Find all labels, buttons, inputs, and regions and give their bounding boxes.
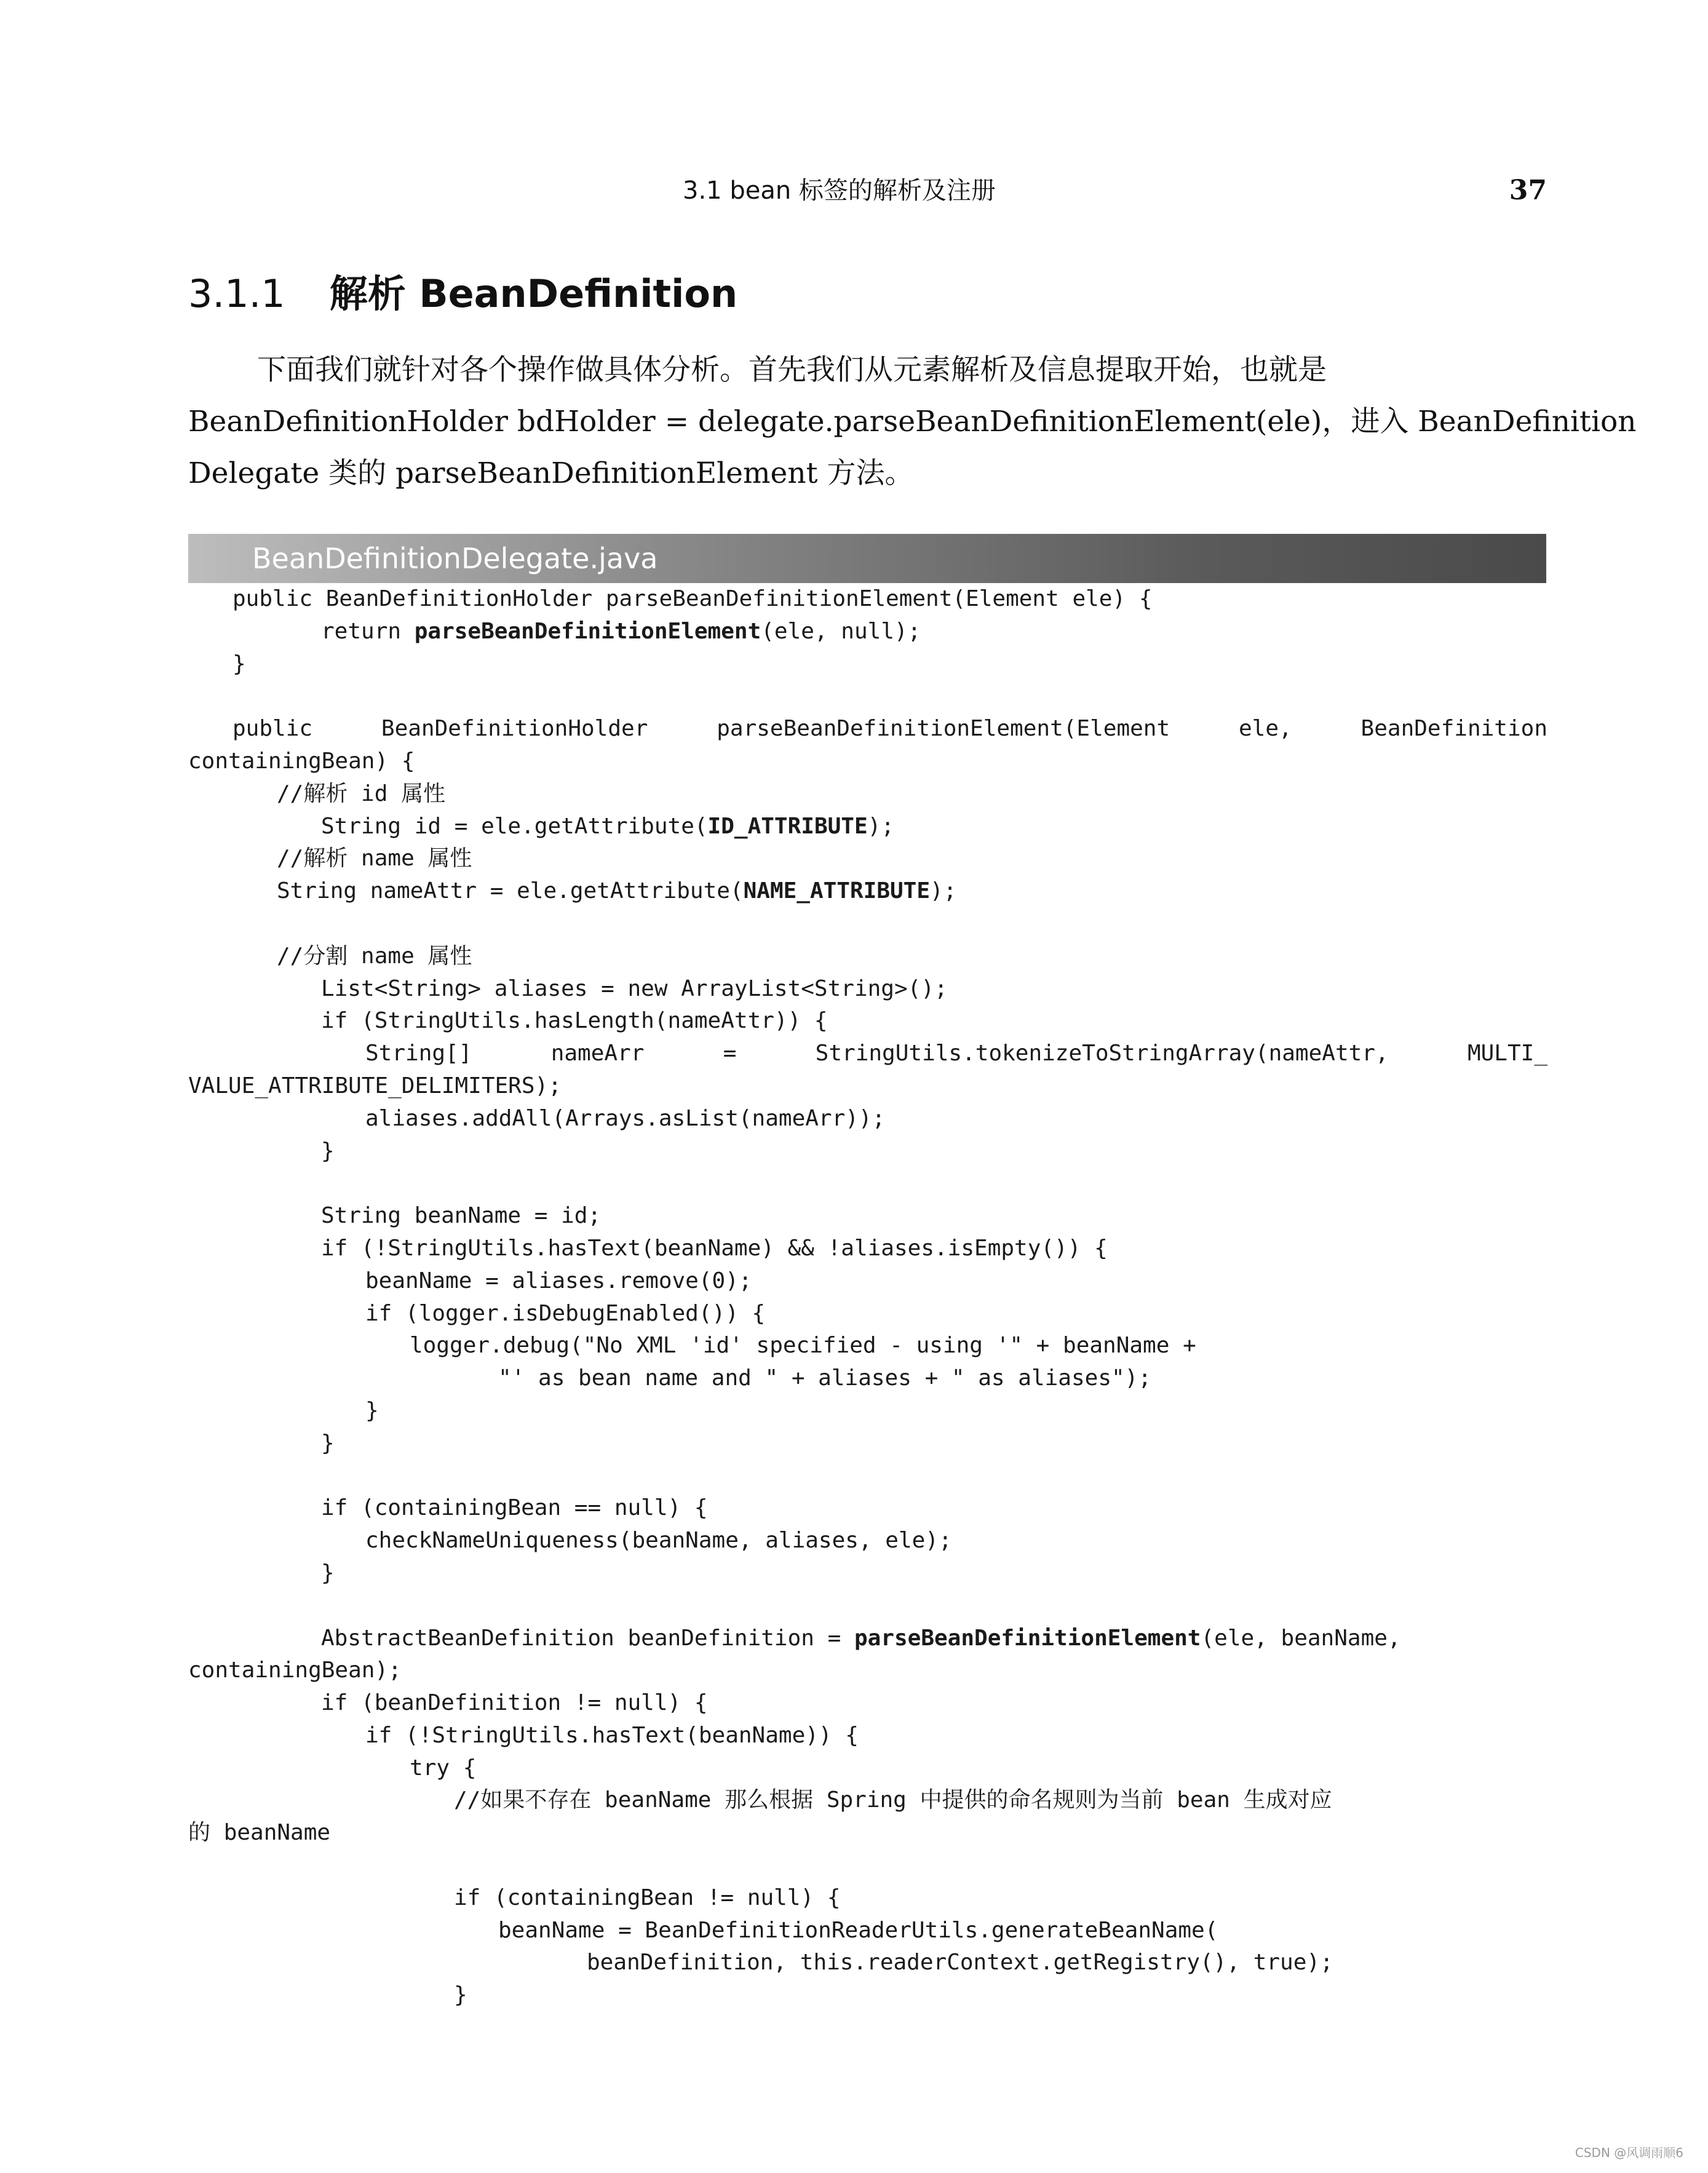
code-text: (ele, beanName, bbox=[1201, 1625, 1401, 1651]
code-line bbox=[188, 1817, 1547, 1849]
code-line bbox=[188, 1460, 1547, 1493]
code-line bbox=[188, 1947, 1547, 1979]
code-text: } bbox=[321, 1560, 335, 1586]
code-line bbox=[188, 1655, 1547, 1687]
code-line bbox=[188, 1298, 1547, 1330]
code-line bbox=[188, 875, 1547, 908]
code-line bbox=[188, 1979, 1547, 2012]
code-line bbox=[188, 973, 1547, 1006]
code-text: beanDefinition, this.readerContext.getRegistry(), true); bbox=[587, 1950, 1333, 1976]
code-text: containingBean) { bbox=[188, 748, 415, 774]
section-heading bbox=[188, 269, 737, 319]
intro-paragraph bbox=[188, 344, 1637, 499]
code-line bbox=[188, 1623, 1547, 1655]
code-identifier-bold: NAME_ATTRIBUTE bbox=[743, 878, 931, 904]
code-text: return bbox=[321, 618, 415, 644]
code-line bbox=[188, 1752, 1547, 1785]
code-text: aliases.addAll(Arrays.asList(nameArr)); bbox=[365, 1105, 886, 1131]
code-text: ); bbox=[867, 813, 894, 839]
code-text: try { bbox=[410, 1755, 477, 1781]
code-text: name bbox=[348, 846, 428, 872]
code-text: // bbox=[277, 943, 304, 969]
code-line bbox=[188, 1103, 1547, 1135]
code-text: containingBean); bbox=[188, 1658, 402, 1683]
code-line bbox=[188, 1784, 1547, 1817]
code-line bbox=[188, 583, 1547, 616]
code-line bbox=[188, 1167, 1547, 1200]
code-text: // bbox=[277, 781, 304, 806]
code-line bbox=[188, 1915, 1547, 1947]
code-text: public BeanDefinitionHolder parseBeanDefinitionElement(Element ele, BeanDefinition bbox=[232, 716, 1547, 742]
code-line bbox=[188, 648, 1547, 681]
code-comment-chinese: 属性 bbox=[427, 943, 472, 969]
code-line bbox=[188, 1687, 1547, 1720]
code-comment-chinese: 的 bbox=[188, 1820, 211, 1846]
code-comment-chinese: 属性 bbox=[401, 781, 446, 806]
code-text: // bbox=[454, 1787, 481, 1813]
code-text: beanName = BeanDefinitionReaderUtils.generateBeanName( bbox=[498, 1917, 1218, 1943]
code-line bbox=[188, 1362, 1547, 1395]
code-text: beanName bbox=[591, 1787, 725, 1813]
intro-line: 下面我们就针对各个操作做具体分析。首先我们从元素解析及信息提取开始，也就是 bbox=[257, 353, 1327, 387]
code-text: if (containingBean != null) { bbox=[454, 1885, 841, 1910]
code-line bbox=[188, 908, 1547, 940]
code-text: } bbox=[321, 1430, 335, 1456]
code-identifier-bold: parseBeanDefinitionElement bbox=[414, 618, 761, 644]
code-comment-chinese: 分割 bbox=[303, 943, 348, 969]
code-text: AbstractBeanDefinition beanDefinition = bbox=[321, 1625, 854, 1651]
code-text: if (StringUtils.hasLength(nameAttr)) { bbox=[321, 1008, 828, 1034]
code-text: List<String> aliases = new ArrayList<String>(); bbox=[321, 975, 948, 1001]
code-text: beanName = aliases.remove(0); bbox=[365, 1268, 752, 1293]
code-text: if (beanDefinition != null) { bbox=[321, 1690, 708, 1716]
section-number: 3.1.1 bbox=[188, 271, 285, 316]
code-text: VALUE_ATTRIBUTE_DELIMITERS); bbox=[188, 1073, 562, 1098]
code-line bbox=[188, 1330, 1547, 1362]
code-text: if (!StringUtils.hasText(beanName)) { bbox=[365, 1722, 859, 1748]
code-line bbox=[188, 745, 1547, 778]
section-title: 解析 BeanDefinition bbox=[329, 271, 738, 316]
code-line bbox=[188, 811, 1547, 843]
code-text: if (logger.isDebugEnabled()) { bbox=[365, 1300, 766, 1326]
code-text: "' as bean name and " + aliases + " as aliases"); bbox=[498, 1365, 1152, 1391]
running-title: 3.1 bean 标签的解析及注册 bbox=[683, 177, 996, 205]
code-line bbox=[188, 680, 1547, 713]
code-text: if (containingBean == null) { bbox=[321, 1495, 708, 1521]
code-line bbox=[188, 1590, 1547, 1623]
code-line bbox=[188, 1492, 1547, 1525]
code-listing-header bbox=[188, 534, 1546, 583]
code-text: String[] nameArr = StringUtils.tokenizeToStringArray(nameAttr, MULTI_ bbox=[365, 1041, 1547, 1067]
code-line bbox=[188, 1557, 1547, 1590]
code-line bbox=[188, 940, 1547, 973]
code-line bbox=[188, 1200, 1547, 1233]
code-text: logger.debug("No XML 'id' specified - using '" + beanName + bbox=[410, 1333, 1196, 1359]
code-line bbox=[188, 1395, 1547, 1428]
code-comment-chinese: 生成对应 bbox=[1243, 1787, 1332, 1813]
code-line bbox=[188, 1428, 1547, 1460]
code-filename: BeanDefinitionDelegate.java bbox=[252, 542, 658, 575]
code-line bbox=[188, 1005, 1547, 1038]
code-text: // bbox=[277, 846, 304, 872]
running-header bbox=[0, 172, 1708, 209]
code-text: id bbox=[348, 781, 402, 806]
code-comment-chinese: 属性 bbox=[427, 846, 472, 872]
code-text: Spring bbox=[813, 1787, 920, 1813]
code-text: (ele, null); bbox=[761, 618, 921, 644]
code-text: if (!StringUtils.hasText(beanName) && !aliases.isEmpty()) { bbox=[321, 1235, 1108, 1261]
code-line bbox=[188, 1265, 1547, 1298]
code-line bbox=[188, 616, 1547, 648]
code-text: String nameAttr = ele.getAttribute( bbox=[277, 878, 744, 904]
code-line bbox=[188, 1233, 1547, 1265]
code-identifier-bold: parseBeanDefinitionElement bbox=[854, 1625, 1201, 1651]
code-line bbox=[188, 1849, 1547, 1882]
code-text: String id = ele.getAttribute( bbox=[321, 813, 708, 839]
code-line bbox=[188, 1525, 1547, 1557]
code-line bbox=[188, 1135, 1547, 1168]
code-text: name bbox=[348, 943, 428, 969]
code-text: } bbox=[365, 1397, 379, 1423]
code-text: } bbox=[232, 651, 246, 677]
code-listing bbox=[188, 583, 1547, 2012]
code-text: bean bbox=[1163, 1787, 1244, 1813]
code-line bbox=[188, 1720, 1547, 1752]
code-comment-chinese: 如果不存在 bbox=[480, 1787, 592, 1813]
code-identifier-bold: ID_ATTRIBUTE bbox=[707, 813, 868, 839]
watermark: CSDN @风调雨顺6 bbox=[1575, 2145, 1683, 2160]
code-line bbox=[188, 778, 1547, 811]
code-line bbox=[188, 1882, 1547, 1915]
code-line bbox=[188, 713, 1547, 745]
code-line bbox=[188, 1070, 1547, 1103]
code-text: } bbox=[321, 1138, 335, 1164]
code-comment-chinese: 解析 bbox=[303, 781, 348, 806]
intro-line: Delegate 类的 parseBeanDefinitionElement 方法。 bbox=[188, 456, 914, 490]
intro-line: BeanDefinitionHolder bdHolder = delegate.parseBeanDefinitionElement(ele)，进入 BeanDefinition bbox=[188, 405, 1637, 439]
page-number: 37 bbox=[1509, 175, 1547, 206]
code-text: public BeanDefinitionHolder parseBeanDefinitionElement(Element ele) { bbox=[232, 586, 1153, 611]
code-comment-chinese: 解析 bbox=[303, 846, 348, 872]
code-text: String beanName = id; bbox=[321, 1203, 602, 1229]
code-text: ); bbox=[930, 878, 957, 904]
code-comment-chinese: 那么根据 bbox=[725, 1787, 814, 1813]
code-text: checkNameUniqueness(beanName, aliases, ele); bbox=[365, 1528, 952, 1554]
code-line bbox=[188, 843, 1547, 875]
code-text: } bbox=[454, 1982, 467, 2008]
code-comment-chinese: 中提供的命名规则为当前 bbox=[920, 1787, 1164, 1813]
code-line bbox=[188, 1038, 1547, 1070]
code-text: beanName bbox=[210, 1820, 331, 1846]
